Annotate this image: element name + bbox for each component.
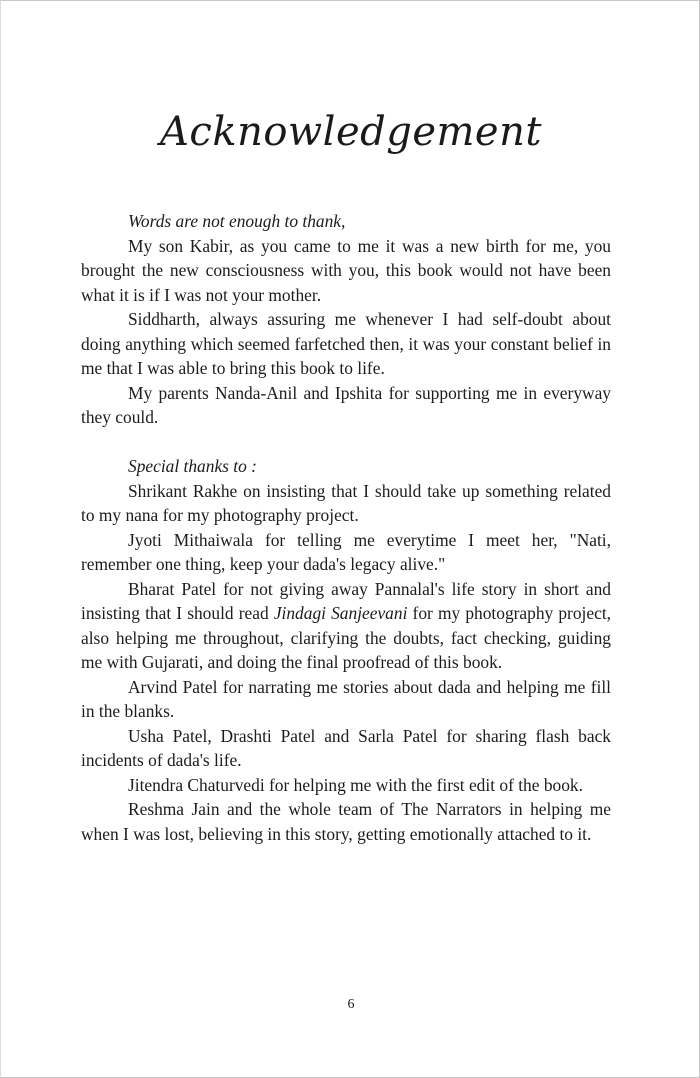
book-title-italic: Jindagi Sanjeevani [273,603,408,623]
paragraph-arvind: Arvind Patel for narrating me stories about dada and helping me fill in the blanks. [81,676,611,721]
page-title: Acknowledgement [160,109,542,155]
bharat-text-after: for my photography project, also helping me throughout, clarifying the doubts, fact checking, guiding me with Gujarati, and doing the final proofread of this book. [81,603,611,672]
special-thanks-heading: Special thanks to : [128,456,257,476]
page-number: 6 [347,997,355,1012]
paragraph-bharat [81,577,611,675]
paragraph-parents: My parents Nanda-Anil and Ipshita for supporting me in everyway they could. [81,382,611,427]
paragraph-kabir: My son Kabir, as you came to me it was a new birth for me, you brought the new consciousness with you, this book would not have been what it is if I was not your mother. [81,235,611,305]
paragraph-jyoti: Jyoti Mithaiwala for telling me everytime I meet her, "Nati, remember one thing, keep your dada's legacy alive." [81,529,611,574]
section-spacer [81,430,611,455]
bharat-text-before: Bharat Patel for not giving away Pannalal's life story in short and insisting that I should read [81,578,611,623]
paragraph-shrikant: Shrikant Rakhe on insisting that I should take up something related to my nana for my photography project. [81,480,611,525]
intro-heading: Words are not enough to thank, [128,211,346,231]
paragraph-siddharth: Siddharth, always assuring me whenever I had self-doubt about doing anything which seemed farfetched then, it was your constant belief in me that I was able to bring this book to life. [81,309,611,378]
acknowledgement-body [81,209,611,846]
paragraph-reshma: Reshma Jain and the whole team of The Narrators in helping me when I was lost, believing in this story, getting emotionally attached to it. [81,799,611,844]
paragraph-jitendra: Jitendra Chaturvedi for helping me with the first edit of the book. [128,774,583,795]
paragraph-usha: Usha Patel, Drashti Patel and Sarla Patel for sharing flash back incidents of dada's life. [81,725,611,770]
